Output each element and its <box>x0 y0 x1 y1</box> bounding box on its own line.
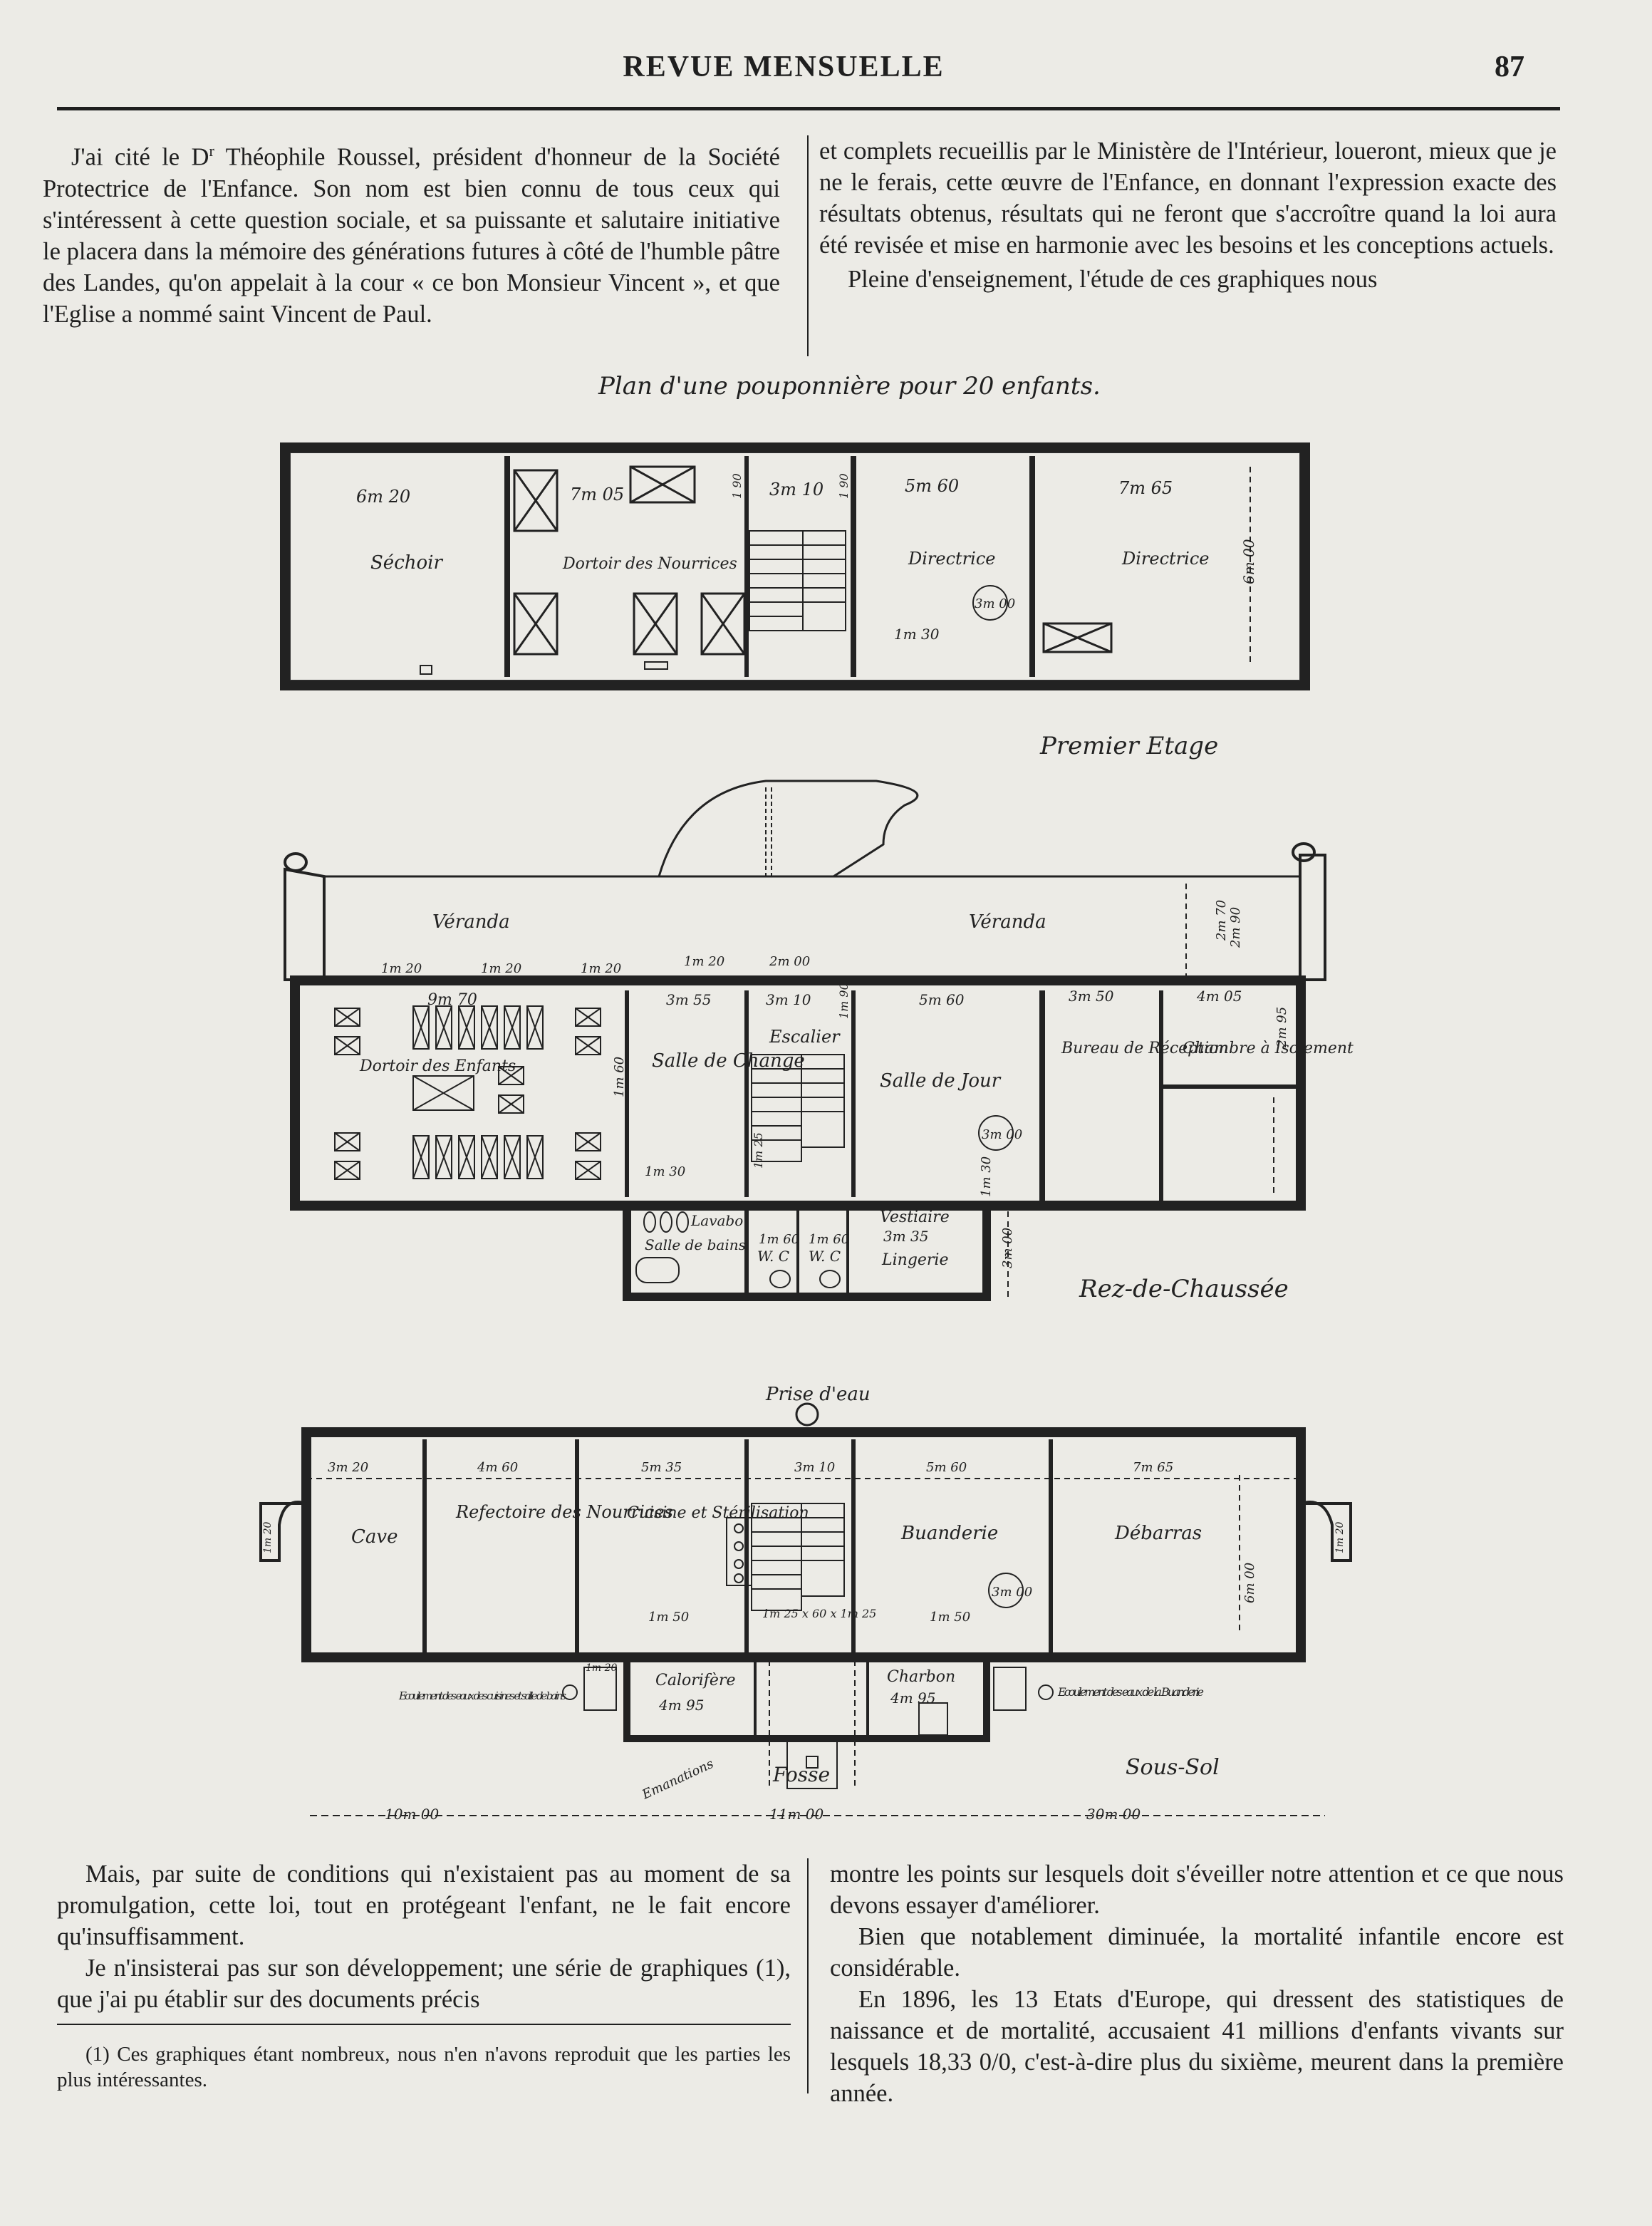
room-label: Cuisine et Stérilisation <box>627 1504 809 1522</box>
room-label: Dortoir des Enfants <box>360 1057 516 1075</box>
room-label: Dortoir des Nourrices <box>563 555 737 573</box>
dim-label: 1m 30 <box>645 1164 686 1179</box>
text-column-left-bottom <box>57 1858 791 2015</box>
room-label: Vestiaire <box>880 1208 950 1226</box>
paragraph-pleine: Pleine d'enseignement, l'étude de ces graphiques nous <box>848 266 1378 293</box>
label-emanations: Emanations <box>640 1756 716 1803</box>
dim-label: 4m 05 <box>1197 988 1242 1005</box>
dim-label: 1 90 <box>837 473 851 499</box>
dim-label: 3m 10 <box>769 480 824 499</box>
room-label: Directrice <box>1122 549 1210 569</box>
dim-label: 9m 70 <box>427 991 477 1009</box>
dim-label: 3m 10 <box>794 1460 836 1475</box>
dim-label: 4m 60 <box>477 1460 519 1475</box>
dim-label: 3m 55 <box>666 991 712 1008</box>
room-label: Chambre à Isolement <box>1183 1040 1354 1057</box>
room-label: Véranda <box>969 911 1046 933</box>
floor-caption-ground: Rez-de-Chaussée <box>1079 1275 1289 1303</box>
dim-label: 3m 20 <box>328 1460 369 1475</box>
dim-label: 1m 20 <box>481 961 522 976</box>
column-divider-bottom <box>807 1858 809 2093</box>
room-label: Charbon <box>887 1668 956 1686</box>
dim-label: 2m 70 <box>1214 899 1229 941</box>
dim-label: 1m 90 <box>837 983 851 1019</box>
room-label: Salle de Change <box>652 1050 805 1072</box>
dim-label: 1m 20 <box>581 961 622 976</box>
paragraph-insisterai: Je n'insisterai pas sur son développement; une série de graphiques (1), que j'ai pu établir sur des documents précis <box>57 1955 791 2013</box>
room-label: W. C <box>809 1248 841 1265</box>
dim-label: 3m 00 <box>992 1585 1033 1600</box>
paragraph-mais: Mais, par suite de conditions qui n'existaient pas au moment de sa promulgation, cette loi, tout en protégeant l'enfant, ne le fait encore qu'insuffisamment. <box>57 1860 791 1950</box>
dim-label: 1m 60 <box>612 1056 627 1097</box>
room-label: Escalier <box>769 1027 840 1047</box>
dim-label: 7m 65 <box>1133 1460 1174 1475</box>
dim-label: 3m 00 <box>1000 1227 1015 1268</box>
dim-label: 1m 30 <box>979 1156 994 1197</box>
dim-label: 3m 50 <box>1069 988 1114 1005</box>
room-label: Salle de bains <box>645 1236 746 1253</box>
journal-title: REVUE MENSUELLE <box>623 51 945 83</box>
room-label: Calorifère <box>655 1672 736 1689</box>
dim-label: 6m 00 <box>1240 539 1257 584</box>
text-column-right-bottom <box>830 1858 1564 2109</box>
dim-label: 1m 20 <box>381 961 422 976</box>
total-dim: 11m 00 <box>769 1806 824 1823</box>
dim-label: 7m 65 <box>1118 478 1173 498</box>
dim-label: 1m 20 <box>684 954 725 969</box>
dim-label: 1 90 <box>730 473 744 499</box>
paragraph-roussel: J'ai cité le $D^r$ Théophile Roussel, président d'honneur de la Société Protectrice de l'Enfance. Son nom est bien connu de tous ceux qui s'intéressent à cette question sociale, et sa puissante et salutaire initiative le placera dans la mémoire des générations futures à côté de l'humble pâtre des Landes, qu'on appelait à la cour « ce bon Monsieur Vincent », et que l'Eglise a nommé saint Vincent de Paul. <box>43 142 780 328</box>
footnote-rule <box>57 2024 791 2025</box>
dim-label: 3m 10 <box>766 991 811 1008</box>
total-dim: 10m 00 <box>385 1806 440 1823</box>
room-label: Bureau de Réception <box>1061 1040 1229 1057</box>
dim-label: 1m 60 <box>809 1232 850 1247</box>
figure-title: Plan d'une pouponnière pour 20 enfants. <box>598 372 1101 400</box>
room-label: Lavabo <box>691 1212 744 1229</box>
dim-label: 1m 20 <box>586 1662 618 1674</box>
paragraph-mortalite: Bien que notablement diminuée, la mortalité infantile encore est considérable. <box>830 1923 1564 1982</box>
dim-label: 5m 35 <box>641 1460 682 1475</box>
dim-label: 3m 00 <box>975 596 1016 611</box>
dim-label: 1m 50 <box>930 1610 971 1625</box>
total-dim: 30m 00 <box>1086 1806 1141 1823</box>
room-label: Véranda <box>432 911 510 933</box>
dim-label: 6m 20 <box>356 487 411 507</box>
dim-label: 4m 95 <box>659 1697 705 1714</box>
dim-label: 1m 50 <box>648 1610 690 1625</box>
dim-label: 2m 90 <box>1228 906 1243 948</box>
dim-label: 2m 95 <box>1274 1006 1289 1047</box>
paragraph-1896: En 1896, les 13 Etats d'Europe, qui dressent des statistiques de naissance et de mortalité, accusaient 41 millions d'enfants vivants sur lesquels 18,33 0/0, c'est-à-dire plus du sixième, meurent dans la première année. <box>830 1986 1564 2107</box>
page-number: 87 <box>1495 51 1524 83</box>
dim-label: 1m 25 x 60 x 1m 25 <box>762 1607 877 1620</box>
room-label: Directrice <box>908 549 996 569</box>
dim-label: 5m 60 <box>926 1460 967 1475</box>
paragraph-montre: montre les points sur lesquels doit s'éveiller notre attention et ce que nous devons essayer d'améliorer. <box>830 1860 1564 1919</box>
room-label: Refectoire des Nourrices <box>456 1502 673 1522</box>
room-label: Débarras <box>1115 1523 1202 1544</box>
dim-label: 6m 00 <box>1242 1562 1257 1603</box>
room-label: W. C <box>757 1248 790 1265</box>
room-label: Buanderie <box>901 1523 999 1544</box>
room-label: Séchoir <box>370 552 442 574</box>
dim-label: 3m 00 <box>982 1127 1023 1142</box>
dim-label: 3m 35 <box>883 1228 929 1245</box>
dim-label: 5m 60 <box>919 991 965 1008</box>
dim-label: 1m 30 <box>894 626 940 643</box>
footnote <box>57 2041 791 2093</box>
room-label: Lingerie <box>882 1251 949 1269</box>
dim-label: 5m 60 <box>905 476 960 496</box>
dim-label: 1m 20 <box>262 1521 274 1553</box>
room-label: Cave <box>351 1526 398 1548</box>
room-label: Fosse <box>773 1763 831 1786</box>
floor-caption-first: Premier Etage <box>1040 732 1219 760</box>
room-label: Salle de Jour <box>880 1070 1001 1092</box>
dim-label: 7m 05 <box>570 485 625 504</box>
dim-label: 2m 00 <box>769 954 811 969</box>
floor-caption-basement: Sous-Sol <box>1126 1755 1220 1780</box>
label-ecoulement-buanderie: Ecoulement des eaux de la Buanderie <box>1058 1685 1204 1699</box>
footnote-text: (1) Ces graphiques étant nombreux, nous n'en n'avons reproduit que les parties les plus intéressantes. <box>57 2043 791 2091</box>
paragraph-ministere: et complets recueillis par le Ministère de l'Intérieur, loueront, mieux que je ne le ferais, cette œuvre de l'Enfance, en donnant l'expression exacte des résultats obtenus, résultats qui ne feront que s'accroître quand la loi aura été revisée et mise en harmonie avec les besoins et les conceptions actuels. <box>819 138 1557 259</box>
dim-label: 1m 60 <box>759 1232 800 1247</box>
label-ecoulement-cuisines: Ecoulement des eaux des cuisines et salle de bains <box>399 1689 567 1702</box>
dim-label: 1m 25 <box>752 1132 765 1169</box>
label-prise-eau: Prise d'eau <box>766 1384 871 1405</box>
dim-label: 4m 95 <box>890 1689 936 1707</box>
dim-label: 1m 20 <box>1334 1521 1346 1553</box>
